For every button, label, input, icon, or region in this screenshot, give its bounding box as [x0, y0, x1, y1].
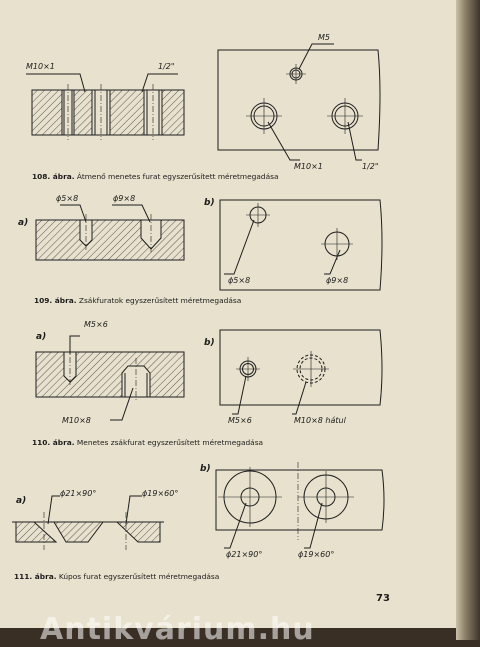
- sub-a-109: a): [18, 218, 29, 228]
- label-d21x90-plan: ϕ21×90°: [226, 550, 263, 559]
- fig111-plan: [216, 462, 384, 548]
- label-d9x8: ϕ9×8: [113, 194, 136, 203]
- label-d21x90: ϕ21×90°: [60, 489, 97, 498]
- label-m5: M5: [318, 33, 330, 42]
- fig110-section: [36, 336, 184, 420]
- label-m5x6-plan: M5×6: [228, 416, 252, 425]
- label-half-inch-plan: 1/2": [362, 162, 379, 171]
- label-d5x8-plan: ϕ5×8: [228, 276, 251, 285]
- caption-109: 109. ábra. Zsákfuratok egyszerűsített méretmegadása: [34, 296, 242, 305]
- book-spine: [456, 0, 480, 640]
- label-d19x60: ϕ19×60°: [142, 489, 179, 498]
- caption-110: 110. ábra. Menetes zsákfurat egyszerűsített méretmegadása: [32, 438, 264, 447]
- sub-b-111: b): [200, 464, 211, 474]
- page-number: 73: [376, 593, 390, 604]
- sub-b-109: b): [204, 198, 215, 208]
- fig108-section: [26, 74, 184, 140]
- label-m5x6: M5×6: [84, 320, 108, 329]
- sub-a-110: a): [36, 332, 47, 342]
- sub-a-111: a): [16, 496, 27, 506]
- label-m10x1: M10×1: [26, 62, 55, 71]
- fig111-section: [12, 496, 164, 550]
- caption-108: 108. ábra. Átmenő menetes furat egyszerűsített méretmegadása: [32, 172, 279, 181]
- label-m10x1-plan: M10×1: [294, 162, 323, 171]
- label-m10x8: M10×8: [62, 416, 91, 425]
- fig108-plan: [218, 44, 380, 160]
- watermark: Antikvárium.hu: [40, 612, 315, 647]
- sub-b-110: b): [204, 338, 215, 348]
- caption-111: 111. ábra. Kúpos furat egyszerűsített méretmegadása: [14, 572, 220, 581]
- label-m10x8-back: M10×8 hátul: [294, 416, 346, 425]
- label-d5x8: ϕ5×8: [56, 194, 79, 203]
- label-d19x60-plan: ϕ19×60°: [298, 550, 335, 559]
- fig110-plan: [220, 330, 382, 414]
- fig109-section: [36, 205, 184, 260]
- label-half-inch: 1/2": [158, 62, 175, 71]
- label-d9x8-plan: ϕ9×8: [326, 276, 349, 285]
